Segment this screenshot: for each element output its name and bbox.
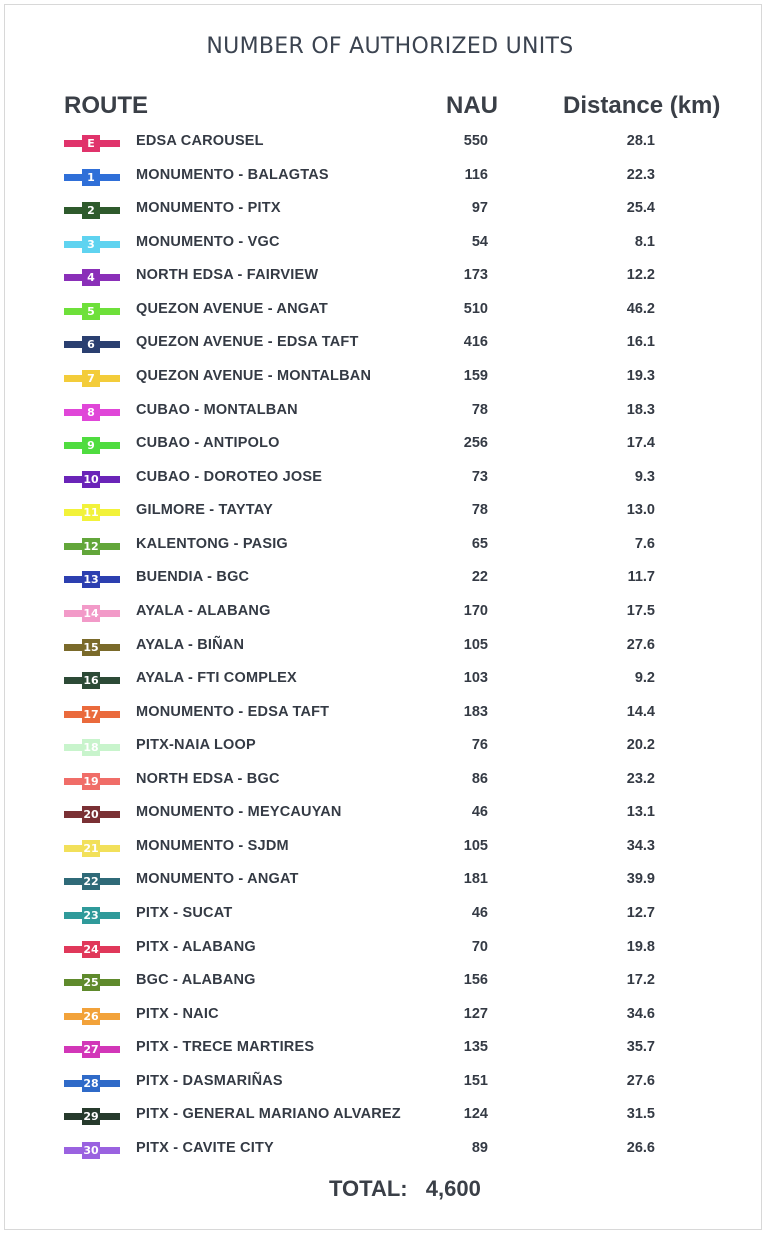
route-code: 10 <box>83 473 99 486</box>
route-badge-icon <box>64 202 120 219</box>
route-nau: 116 <box>464 167 488 183</box>
route-code: 30 <box>83 1144 99 1157</box>
route-distance: 13.1 <box>626 804 655 820</box>
route-code: 19 <box>83 775 99 788</box>
route-name: MONUMENTO - VGC <box>136 234 280 250</box>
route-badge-icon <box>64 605 120 622</box>
table-row <box>0 905 768 929</box>
route-nau: 127 <box>463 1006 488 1022</box>
route-badge-icon <box>64 1142 120 1159</box>
route-distance: 17.5 <box>626 603 655 619</box>
route-code: 2 <box>82 202 100 219</box>
route-distance: 17.4 <box>626 435 655 451</box>
route-distance: 11.7 <box>627 569 655 585</box>
total-value: 4,600 <box>425 1176 481 1201</box>
route-nau: 54 <box>471 234 488 250</box>
route-distance: 17.2 <box>626 972 655 988</box>
table-row <box>0 972 768 996</box>
route-badge-icon <box>64 873 120 890</box>
route-code: 17 <box>83 708 99 721</box>
route-code: 26 <box>83 1010 99 1023</box>
route-nau: 183 <box>463 704 488 720</box>
table-row <box>0 838 768 862</box>
route-name: QUEZON AVENUE - EDSA TAFT <box>136 334 359 350</box>
route-nau: 105 <box>463 637 488 653</box>
route-name: CUBAO - DOROTEO JOSE <box>136 469 323 485</box>
route-distance: 8.1 <box>634 234 655 250</box>
route-distance: 26.6 <box>626 1140 655 1156</box>
route-distance: 20.2 <box>626 737 655 753</box>
route-distance: 18.3 <box>626 402 655 418</box>
table-row <box>0 670 768 694</box>
table-row <box>0 334 768 358</box>
route-name: NORTH EDSA - BGC <box>136 771 280 787</box>
route-badge-icon <box>64 639 120 656</box>
route-code: 27 <box>83 1043 99 1056</box>
route-name: QUEZON AVENUE - MONTALBAN <box>136 368 372 384</box>
table-row <box>0 771 768 795</box>
route-code: 9 <box>82 437 100 454</box>
route-nau: 151 <box>463 1073 488 1089</box>
table-row <box>0 167 768 191</box>
table-row <box>0 368 768 392</box>
route-nau: 86 <box>471 771 488 787</box>
route-badge-icon <box>64 907 120 924</box>
table-row <box>0 804 768 828</box>
route-code: 13 <box>83 573 99 586</box>
route-distance: 16.1 <box>626 334 655 350</box>
route-code: 6 <box>82 336 100 353</box>
route-badge-icon <box>64 538 120 555</box>
route-name: CUBAO - ANTIPOLO <box>136 435 280 451</box>
route-badge-icon <box>64 773 120 790</box>
route-code: 24 <box>83 943 99 956</box>
table-row <box>0 234 768 258</box>
route-name: AYALA - FTI COMPLEX <box>136 670 297 686</box>
route-code: 11 <box>83 506 99 519</box>
route-code: 28 <box>83 1077 99 1090</box>
route-badge-icon <box>64 672 120 689</box>
route-badge-icon <box>64 806 120 823</box>
route-code: 23 <box>83 909 99 922</box>
route-nau: 97 <box>471 200 488 216</box>
table-row <box>0 871 768 895</box>
route-nau: 22 <box>471 569 488 585</box>
route-name: MONUMENTO - MEYCAUYAN <box>136 804 342 820</box>
route-distance: 27.6 <box>626 637 655 653</box>
route-badge-icon <box>64 1008 120 1025</box>
route-nau: 78 <box>471 502 488 518</box>
table-row <box>0 939 768 963</box>
route-name: KALENTONG - PASIG <box>136 536 288 552</box>
route-badge-icon <box>64 1108 120 1125</box>
table-row <box>0 301 768 325</box>
route-distance: 34.6 <box>626 1006 655 1022</box>
total-line <box>329 1176 481 1202</box>
route-distance: 31.5 <box>626 1106 655 1122</box>
route-distance: 12.7 <box>626 905 655 921</box>
route-badge-icon <box>64 504 120 521</box>
route-nau: 416 <box>463 334 488 350</box>
route-code: 15 <box>83 641 99 654</box>
table-row <box>0 502 768 526</box>
route-badge-icon <box>64 1075 120 1092</box>
route-name: MONUMENTO - EDSA TAFT <box>136 704 330 720</box>
route-badge-icon <box>64 739 120 756</box>
route-code: 14 <box>83 607 99 620</box>
route-badge-icon <box>64 135 120 152</box>
table-row <box>0 469 768 493</box>
table-row <box>0 200 768 224</box>
route-nau: 105 <box>463 838 488 854</box>
route-nau: 70 <box>471 939 488 955</box>
distance-column-header: Distance (km) <box>563 92 721 119</box>
route-code: 7 <box>82 370 100 387</box>
route-nau: 550 <box>463 133 488 149</box>
nau-column-header: NAU <box>446 92 498 119</box>
table-row <box>0 1140 768 1164</box>
route-name: PITX - GENERAL MARIANO ALVAREZ <box>136 1106 401 1122</box>
route-nau: 173 <box>463 267 488 283</box>
route-name: BGC - ALABANG <box>136 972 256 988</box>
route-distance: 9.2 <box>634 670 655 686</box>
table-row <box>0 435 768 459</box>
route-name: MONUMENTO - BALAGTAS <box>136 167 329 183</box>
route-name: PITX - ALABANG <box>136 939 256 955</box>
route-code: E <box>82 135 100 152</box>
route-nau: 181 <box>463 871 488 887</box>
route-nau: 156 <box>463 972 488 988</box>
route-name: CUBAO - MONTALBAN <box>136 402 298 418</box>
route-badge-icon <box>64 840 120 857</box>
table-row <box>0 267 768 291</box>
table-row <box>0 637 768 661</box>
route-nau: 159 <box>463 368 488 384</box>
route-distance: 13.0 <box>626 502 655 518</box>
total-label: TOTAL: <box>329 1176 408 1201</box>
route-distance: 19.8 <box>626 939 655 955</box>
route-code: 16 <box>83 674 99 687</box>
route-nau: 65 <box>471 536 488 552</box>
table-row <box>0 1006 768 1030</box>
route-name: MONUMENTO - ANGAT <box>136 871 299 887</box>
route-distance: 9.3 <box>634 469 655 485</box>
route-code: 8 <box>82 404 100 421</box>
route-name: NORTH EDSA - FAIRVIEW <box>136 267 319 283</box>
route-name: MONUMENTO - PITX <box>136 200 281 216</box>
route-badge-icon <box>64 236 120 253</box>
table-row <box>0 402 768 426</box>
table-row <box>0 133 768 157</box>
route-distance: 25.4 <box>626 200 655 216</box>
route-name: MONUMENTO - SJDM <box>136 838 289 854</box>
table-row <box>0 603 768 627</box>
route-name: BUENDIA - BGC <box>136 569 250 585</box>
route-nau: 103 <box>463 670 488 686</box>
route-code: 20 <box>83 808 99 821</box>
route-distance: 22.3 <box>626 167 655 183</box>
route-distance: 12.2 <box>626 267 655 283</box>
route-badge-icon <box>64 706 120 723</box>
route-nau: 256 <box>463 435 488 451</box>
route-name: PITX - DASMARIÑAS <box>136 1073 283 1089</box>
route-distance: 19.3 <box>626 368 655 384</box>
route-name: PITX - CAVITE CITY <box>136 1140 274 1156</box>
route-distance: 28.1 <box>626 133 655 149</box>
route-badge-icon <box>64 941 120 958</box>
route-code: 4 <box>82 269 100 286</box>
route-badge-icon <box>64 471 120 488</box>
route-name: PITX - NAIC <box>136 1006 219 1022</box>
route-badge-icon <box>64 437 120 454</box>
route-code: 21 <box>83 842 99 855</box>
route-nau: 46 <box>471 804 488 820</box>
route-name: PITX-NAIA LOOP <box>136 737 256 753</box>
route-badge-icon <box>64 974 120 991</box>
route-code: 29 <box>83 1110 99 1123</box>
route-badge-icon <box>64 336 120 353</box>
route-nau: 510 <box>463 301 488 317</box>
table-row <box>0 1039 768 1063</box>
route-badge-icon <box>64 404 120 421</box>
route-name: PITX - SUCAT <box>136 905 233 921</box>
route-nau: 124 <box>463 1106 488 1122</box>
table-row <box>0 704 768 728</box>
route-code: 1 <box>82 169 100 186</box>
route-name: EDSA CAROUSEL <box>136 133 264 149</box>
route-distance: 23.2 <box>626 771 655 787</box>
page-title: NUMBER OF AUTHORIZED UNITS <box>206 34 574 59</box>
table-row <box>0 536 768 560</box>
route-name: QUEZON AVENUE - ANGAT <box>136 301 328 317</box>
route-code: 25 <box>83 976 99 989</box>
table-row <box>0 1106 768 1130</box>
route-badge-icon <box>64 303 120 320</box>
route-badge-icon <box>64 1041 120 1058</box>
route-name: PITX - TRECE MARTIRES <box>136 1039 315 1055</box>
table-row <box>0 569 768 593</box>
route-code: 5 <box>82 303 100 320</box>
route-distance: 39.9 <box>626 871 655 887</box>
route-distance: 14.4 <box>626 704 655 720</box>
route-name: AYALA - ALABANG <box>136 603 271 619</box>
table-row <box>0 1073 768 1097</box>
route-distance: 34.3 <box>626 838 655 854</box>
route-column-header: ROUTE <box>64 92 148 119</box>
route-nau: 78 <box>471 402 488 418</box>
route-code: 22 <box>83 875 99 888</box>
route-nau: 76 <box>471 737 488 753</box>
route-nau: 73 <box>471 469 488 485</box>
route-distance: 27.6 <box>626 1073 655 1089</box>
route-badge-icon <box>64 571 120 588</box>
route-name: GILMORE - TAYTAY <box>136 502 273 518</box>
route-distance: 7.6 <box>634 536 655 552</box>
route-code: 18 <box>83 741 99 754</box>
route-nau: 89 <box>471 1140 488 1156</box>
route-nau: 46 <box>471 905 488 921</box>
route-distance: 46.2 <box>626 301 655 317</box>
route-nau: 135 <box>463 1039 488 1055</box>
route-name: AYALA - BIÑAN <box>136 637 245 653</box>
table-row <box>0 737 768 761</box>
route-distance: 35.7 <box>626 1039 655 1055</box>
route-badge-icon <box>64 169 120 186</box>
route-code: 12 <box>83 540 99 553</box>
route-badge-icon <box>64 370 120 387</box>
route-badge-icon <box>64 269 120 286</box>
route-code: 3 <box>82 236 100 253</box>
route-nau: 170 <box>463 603 488 619</box>
